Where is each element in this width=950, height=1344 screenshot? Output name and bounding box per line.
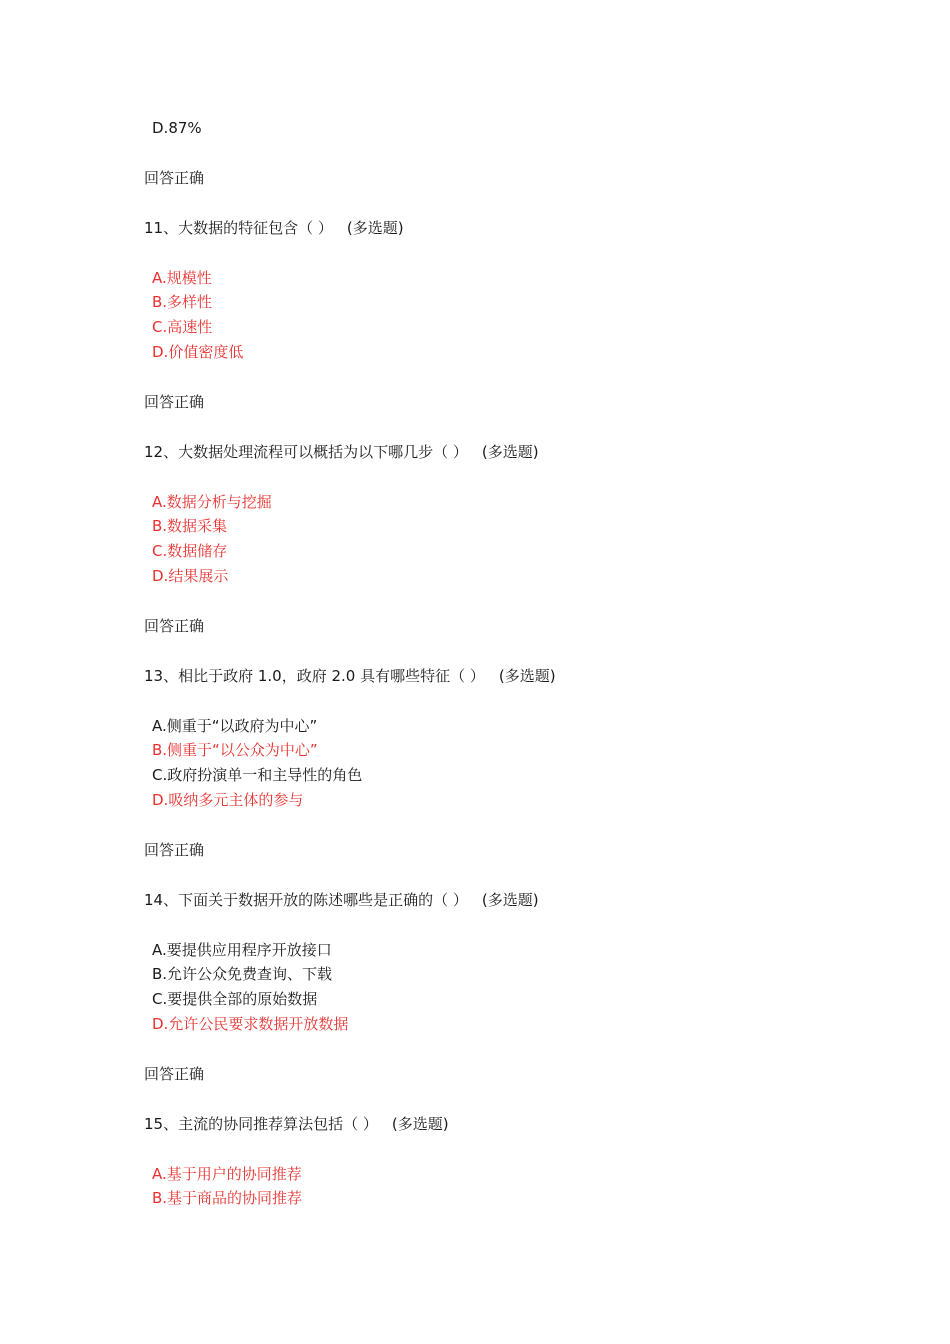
q11-option-b: B.多样性 [152, 293, 213, 311]
q15-option-a: A.基于用户的协同推荐 [152, 1165, 302, 1183]
question-11 [144, 218, 404, 238]
question-15 [144, 1114, 449, 1134]
question-12 [144, 442, 539, 462]
q12-result: 回答正确 [144, 617, 205, 635]
q12-option-c: C.数据储存 [152, 542, 228, 560]
q11-result: 回答正确 [144, 393, 205, 411]
q14-option-b: B.允许公众免费查询、下载 [152, 965, 333, 983]
q12-option-a: A.数据分析与挖掘 [152, 493, 272, 511]
q13-option-b: B.侧重于“以公众为中心” [152, 741, 318, 759]
q11-option-d: D.价值密度低 [152, 343, 244, 361]
q15-option-b: B.基于商品的协同推荐 [152, 1189, 303, 1207]
question-13 [144, 666, 556, 686]
question-text: 13、相比于政府 1.0，政府 2.0 具有哪些特征（ ） [144, 667, 485, 685]
q14-option-a: A.要提供应用程序开放接口 [152, 941, 332, 959]
question-text: 11、大数据的特征包含（ ） [144, 219, 333, 237]
question-text: 15、主流的协同推荐算法包括（ ） [144, 1115, 378, 1133]
q14-option-c: C.要提供全部的原始数据 [152, 990, 318, 1008]
question-type: (多选题) [346, 219, 404, 237]
q13-result: 回答正确 [144, 841, 205, 859]
question-type: (多选题) [391, 1115, 449, 1133]
q14-option-d: D.允许公民要求数据开放数据 [152, 1015, 349, 1033]
q11-option-a: A.规模性 [152, 269, 212, 287]
question-type: (多选题) [481, 891, 539, 909]
question-14 [144, 890, 539, 910]
question-text: 12、大数据处理流程可以概括为以下哪几步（ ） [144, 443, 468, 461]
q14-result: 回答正确 [144, 1065, 205, 1083]
q13-option-d: D.吸纳多元主体的参与 [152, 791, 304, 809]
q13-option-a: A.侧重于“以政府为中心” [152, 717, 318, 735]
q11-option-c: C.高速性 [152, 318, 213, 336]
question-text: 14、下面关于数据开放的陈述哪些是正确的（ ） [144, 891, 468, 909]
q12-option-b: B.数据采集 [152, 517, 228, 535]
question-type: (多选题) [481, 443, 539, 461]
q13-option-c: C.政府扮演单一和主导性的角色 [152, 766, 363, 784]
prev-option-d: D.87% [152, 119, 202, 137]
prev-result: 回答正确 [144, 169, 205, 187]
question-type: (多选题) [498, 667, 556, 685]
q12-option-d: D.结果展示 [152, 567, 229, 585]
